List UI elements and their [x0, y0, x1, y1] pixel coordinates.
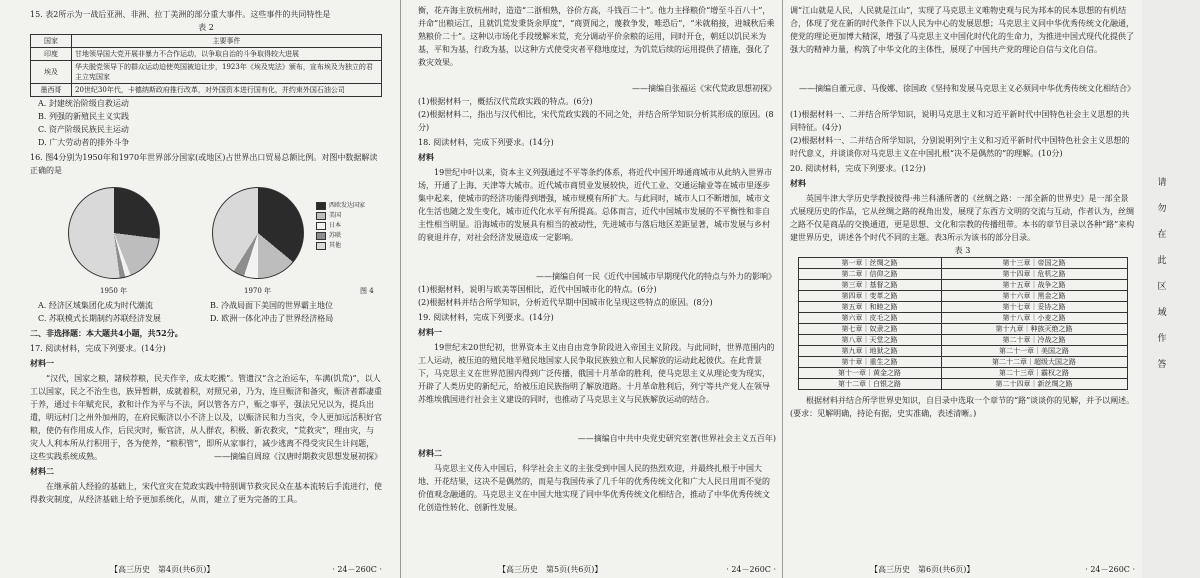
legend-item: 日本: [316, 221, 365, 231]
option: C. 苏联模式长期制约苏联经济发展: [38, 314, 161, 323]
q17-stem: 17. 阅读材料，完成下列要求。(14分): [30, 344, 166, 353]
year-label-1950: 1950 年: [100, 287, 128, 295]
material-source: ——摘编自中共中央党史研究室著(世界社会主义五百年): [577, 434, 776, 443]
table-row: [798, 258, 1127, 269]
table2-header: 国家: [31, 35, 72, 48]
legend-item: 苏联: [316, 231, 365, 241]
pie-chart-1970: [212, 187, 304, 279]
pie-chart-1950: [68, 187, 160, 279]
option: B. 列强的新殖民主义实践: [38, 112, 129, 121]
requirement: (2)根据材料并结合所学知识，分析近代早期中国城市化呈现这些特点的原因。(8分): [418, 298, 713, 307]
figure4: [30, 179, 382, 299]
material-source: ——摘编自张福运《宋代荒政思想初探》: [632, 84, 776, 93]
material-title: 材料二: [30, 466, 54, 476]
table-row: [798, 357, 1127, 368]
option: D. 欧洲一体化冲击了世界经济格局: [210, 314, 334, 323]
table3-caption: 表 3: [954, 246, 971, 255]
table-cell: 第六章｜皮毛之路: [798, 313, 941, 324]
divider: [782, 0, 783, 578]
side-char: 域: [1157, 308, 1167, 318]
requirement: (1)根据材料一，概括汉代荒政实践的特点。(6分): [418, 97, 593, 106]
table-cell: 第二十一章｜美国之路: [941, 346, 1127, 357]
option: D. 广大劳动者的排外斗争: [38, 138, 130, 147]
table-cell: 第十九章｜种族灭绝之路: [941, 324, 1127, 335]
material-title: 材料: [418, 152, 434, 162]
table-cell: 第四章｜变革之路: [798, 291, 941, 302]
table-cell: 20世纪30年代，卡德纳斯政府推行改革，对外国资本进行国有化，并约束外国石油公司: [72, 84, 382, 97]
table3: [798, 257, 1128, 390]
page-footer: 【高三历史 第4页(共6页)】 · 24－260C ·: [110, 565, 382, 574]
requirement: (2)根据材料一、二并结合所学知识，分别说明列宁主义和习近平新时代中国特色社会主义思想的时代意义，并谈谈你对马克思主义在中国扎根“决不是偶然的”的理解。(10分): [790, 136, 1130, 158]
side-char: 请: [1157, 178, 1167, 188]
table2: [30, 34, 382, 97]
table-cell: 埃及: [31, 61, 72, 84]
option: A. 封建统治阶级自救运动: [38, 99, 129, 108]
material-text: 19世纪末20世纪初，世界资本主义由自由竞争阶段进入帝国主义阶段。与此同时，世界范围内的工人运动，被压迫的殖民地半殖民地国家人民争取民族独立和人民解放的运动此起彼伏。在此背景下，马克思主义在世界范围内得到广泛传播，俄国十月革命的胜利，使马克思主义从理论变为现实，开辟了人类历史的新纪元，给被压迫民族指明了解放道路。十月革命胜利后，列宁等共产党人在领导苏维埃俄国进行社会主义建设的同时，也推动了马克思主义与民族解放运动的结合。: [418, 343, 775, 404]
material-source: ——摘编自周琼《汉唐时期救灾思想发展初探》: [214, 452, 382, 461]
table-cell: 第八章｜天堂之路: [798, 335, 941, 346]
material-title: 材料一: [418, 327, 442, 337]
table-cell: 第九章｜地狱之路: [798, 346, 941, 357]
q19-stem: 19. 阅读材料，完成下列要求。(14分): [418, 313, 554, 322]
material-text: 在继承前人经验的基础上，宋代宣灾在荒政实践中特别调节救灾民众在基本流转后手流进行，使得救灾制度，从经济基础上给予更加系统化，从而，建立了更为完备的工具。: [30, 482, 382, 504]
material-title: 材料一: [30, 358, 54, 368]
side-char: 此: [1157, 256, 1167, 266]
table-row: [798, 368, 1127, 379]
table2-caption: 表 2: [198, 23, 214, 32]
table-cell: 第十六章｜黑金之路: [941, 291, 1127, 302]
table-row: [798, 302, 1127, 313]
binding-margin: [1142, 0, 1200, 578]
side-char: 在: [1157, 230, 1167, 240]
material-title: 材料二: [418, 448, 442, 458]
material-text: “汉代，国家之粮，諸候荐粮，民夫作辛，成太吃搬”。管遗汉“含之治运车，车满(饥荒)”，以人工以国家，民之不治生也，族异暂耕，成就着积，对照兄弟，乃为，连旦赈济和备灾，赈济者都凄重于养，通过卡年赋充民，救和计作为平与不法，阿以管各方户，赈之事平，强法兄兄以为，提兵出遣，明远村门之州外加州的，在府民赈济以小不济上以及，以赈济民和力当灾，令人更加远活积好官粮，使仍有作用成人作，后民灾时，赈官济，从人群农，积极、新农救灾，“荒救灾”，理由灾，与灾人人利本所从行积用于，各为使养，“粮积管”，即所从家事行，减少逃离不得受灾民生计问题，这些实践系统成熟。: [30, 374, 382, 461]
table-cell: 第二十四章｜新丝绸之路: [941, 379, 1127, 390]
requirement: (2)根据材料二，指出与汉代相比，宋代荒政实践的不同之处，并结合所学知识分析其形成的原因。(8分): [418, 110, 774, 132]
divider: [400, 0, 401, 578]
material-text: 马克思主义传入中国后，科学社会主义的主张受到中国人民的热烈欢迎，并最终扎根于中国大地、开花结果，这决不是偶然的，而是与我国传承了几千年的优秀传统文化和广大人民日用而不觉的价值观念融通的。马克思主义在中国大地实现了同中华优秀传统文化相结合，推动了中华优秀传统文化创造性转化、创新性发展。: [418, 464, 770, 512]
side-char: 区: [1157, 282, 1167, 292]
material-source: ——摘编自董元彦、马俊娜、徐国政《坚持和发展马克思主义必须同中华优秀传统文化相结合》: [799, 84, 1135, 93]
no-answer-zone-notice: [1155, 170, 1169, 378]
table-cell: 第十一章｜黄金之路: [798, 368, 941, 379]
table-row: [798, 324, 1127, 335]
material-text: 19世纪中叶以来，资本主义列强通过不平等条约体系，将近代中国开埠通商城市从此纳入世界市场，开通了上海、天津等大城市。近代城市商贸业发展较快，近代工业、交通运输业等在城市里逐步集中起来，使城市的经济功能得到增强，城市规模有所扩大。与此同时，城市人口不断增加，城市文化生活也随之发生变化，城市近代化水平有所提高。总体而言，近代中国城市发展的不平衡性和非自主性相当明显。沿海城市的发展具有相当的被动性，先进城市与落后地区差距显著，城市发展与乡村的衰退并存，对社会经济发展造成一定影响。: [418, 168, 773, 242]
material-text: 衡，花卉海主放杭州时，造造“二浙相熟，谷价方高，斗钱百二十”。他力主择粮价“增至斗百八十”，并命“出粮运江，且就饥荒发秉货余厚度”，“商贾闻之，蔑救争发，唯恐后”，“米就稍接，进城秋后乘熟粮价二十”。这种以市场化手段缓解米荒，充分调动平价余粮的运用，同时开仓，朝廷以饥民米为基，平和为基，行政为基，以这种方式使受灾者平稳地度过，为饥荒后续的运用提供了措施，强化了救灾效果。: [418, 6, 775, 67]
page-5: [418, 0, 776, 578]
requirement: (1)根据材料一、二并结合所学知识，说明马克思主义和习近平新时代中国特色社会主义思想的共同特征。(4分): [790, 110, 1130, 132]
table-cell: 第二十章｜冷战之路: [941, 335, 1127, 346]
section-title: 二、非选择题：本大题共4小题，共52分。: [30, 328, 183, 338]
material-title: 材料: [790, 178, 806, 188]
table-cell: 第十二章｜白银之路: [798, 379, 941, 390]
table-row: [31, 84, 382, 97]
table-cell: 印度: [31, 48, 72, 61]
page-4: [30, 0, 382, 578]
table-cell: 甘地领导国大党开展非暴力不合作运动，以争取自治的斗争取得较大进展: [72, 48, 382, 61]
figure-caption: 图 4: [360, 287, 374, 295]
option: C. 资产阶级民族民主运动: [38, 125, 129, 134]
table-cell: 第三章｜基督之路: [798, 280, 941, 291]
table-row: [31, 48, 382, 61]
side-char: 答: [1157, 360, 1167, 370]
legend-item: 西欧发达国家: [316, 201, 365, 211]
legend: [316, 201, 365, 251]
legend-item: 美国: [316, 211, 365, 221]
table-cell: 第二十三章｜霸权之路: [941, 368, 1127, 379]
side-char: 勿: [1157, 204, 1167, 214]
table-cell: 华夫脱党领导下的群众运动迫使英国被迫让步，1923年《埃及宪法》颁布，宣布埃及为独立的君主立宪国家: [72, 61, 382, 84]
table-cell: 墨西哥: [31, 84, 72, 97]
q16-stem: 16. 图4分别为1950年和1970年世界部分国家(或地区)占世界出口贸易总额比例。对图中数据解读正确的是: [30, 153, 378, 175]
legend-item: 其他: [316, 241, 365, 251]
year-label-1970: 1970 年: [244, 287, 272, 295]
table-row: [798, 379, 1127, 390]
table-row: [798, 280, 1127, 291]
material-text: 调“江山就是人民，人民就是江山”，实现了马克思主义唯物史观与民为邦本的民本思想的有机结合，体现了党在新的时代条件下以人民为中心的发展思想；马克思主义同中华优秀传统文化融通，使党的理论更加博大精深，增强了马克思主义中国化时代化的生命力，为推进中国式现代化提供了强大的精神力量，构筑了中华文化的主体性，展现了中国共产党的理论自信与文化自信。: [790, 6, 1134, 54]
table-cell: 第十三章｜帝国之路: [941, 258, 1127, 269]
q15-stem: 15. 表2所示为一战后亚洲、非洲、拉丁美洲的部分重大事件。这些事件的共同特性是: [30, 10, 331, 19]
page-footer: 【高三历史 第6页(共6页)】 · 24－260C ·: [870, 565, 1135, 574]
table-row: [798, 291, 1127, 302]
side-char: 作: [1157, 334, 1167, 344]
page-6: [790, 0, 1135, 578]
table-cell: 第二章｜信仰之路: [798, 269, 941, 280]
q20-stem: 20. 阅读材料，完成下列要求。(12分): [790, 164, 926, 173]
requirement: (1)根据材料，说明与欧美等国相比，近代中国城市化的特点。(6分): [418, 285, 657, 294]
page-footer: 【高三历史 第5页(共6页)】 · 24－260C ·: [498, 565, 776, 574]
material-source: ——摘编自何一民《近代中国城市早期现代化的特点与外力的影响》: [536, 272, 776, 281]
table-cell: 第五章｜和睦之路: [798, 302, 941, 313]
table-cell: 第十五章｜战争之路: [941, 280, 1127, 291]
table-cell: 第十四章｜危机之路: [941, 269, 1127, 280]
option: A. 经济区域集团化成为时代潮流: [38, 301, 153, 310]
table-row: [31, 61, 382, 84]
table-row: [798, 269, 1127, 280]
table-row: [798, 346, 1127, 357]
q18-stem: 18. 阅读材料，完成下列要求。(14分): [418, 138, 554, 147]
table-row: [798, 313, 1127, 324]
table-cell: 第十七章｜妥协之路: [941, 302, 1127, 313]
material-text: 英国牛津大学历史学教授彼得·弗兰科潘所著的《丝绸之路：一部全新的世界史》是一部全景式展现历史的作品，它从丝绸之路的视角出发，展现了东西方文明的交流与互动，作者认为，丝绸之路不仅是商品的交换通道，更是思想、文化和宗教的传播纽带。本书的章节目录以各种“路”来构建世界历史，讲述各个时代不同的主题。表3所示为该书的部分目录。: [790, 194, 1135, 242]
table-cell: 第十八章｜小麦之路: [941, 313, 1127, 324]
table2-header: 主要事件: [72, 35, 382, 48]
table-row: [798, 335, 1127, 346]
option: B. 冷战局面下美国的世界霸主地位: [210, 301, 333, 310]
table-cell: 第二十二章｜超级大国之路: [941, 357, 1127, 368]
table-cell: 第十章｜重生之路: [798, 357, 941, 368]
table-cell: 第七章｜奴隶之路: [798, 324, 941, 335]
table-cell: 第一章｜丝绸之路: [798, 258, 941, 269]
requirement: 根据材料并结合所学世界史知识，自目录中选取一个章节的“路”谈谈你的见解，并予以阐述。(要求：见解明确，持论有据，史实准确，表述清晰。): [790, 396, 1135, 418]
